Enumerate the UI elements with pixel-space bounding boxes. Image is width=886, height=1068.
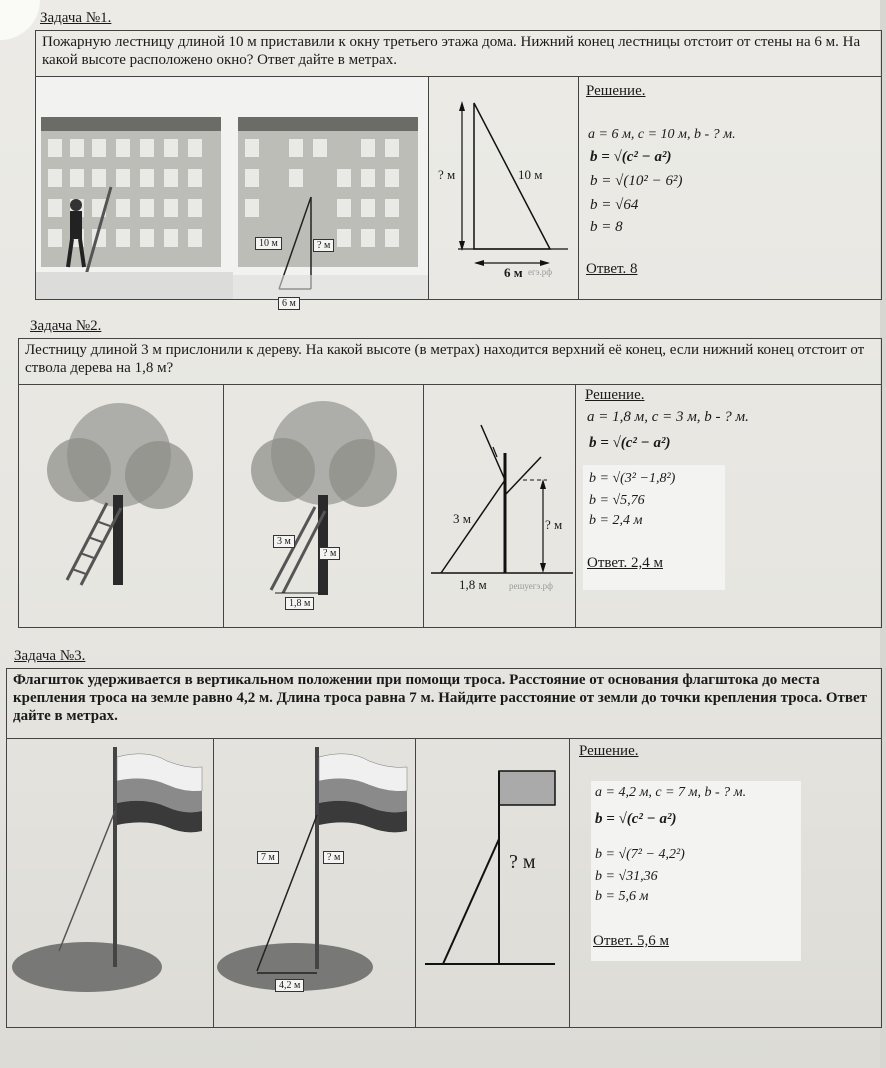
task1-solution-heading: Решение. [586, 83, 646, 99]
task3-cable-label: 7 м [257, 851, 279, 864]
task1-step2: b = √(10² − 6²) [590, 173, 683, 189]
task1-ladder-label: 10 м [255, 237, 282, 250]
task3-question: Флагшток удерживается в вертикальном положении при помощи троса. Расстояние от основания флагштока до места крепления троса на земле равно 4,2 м. Длина троса равна 7 м. Найдите расстояние от земли до точки крепления троса. Ответ дайте в метрах. [7, 669, 881, 739]
task2-ladder-label: 3 м [273, 535, 295, 548]
task2-step3: b = √5,76 [589, 493, 645, 508]
task2-title: Задача №2. [30, 318, 102, 334]
task2-diagram-height: ? м [545, 517, 563, 532]
task1-base-label: 6 м [278, 297, 300, 310]
task3-picture-flag [7, 739, 214, 1027]
task3-step3: b = √31,36 [595, 869, 658, 884]
building-labeled-image [233, 77, 428, 299]
tree-labeled-image [223, 385, 423, 627]
task2-base-label: 1,8 м [285, 597, 314, 610]
task1-step4: b = 8 [590, 219, 623, 235]
task1-diagram-hyp: 10 м [518, 167, 543, 182]
task1-solution [578, 77, 881, 299]
task2-step2: b = √(3² −1,8²) [589, 471, 676, 486]
task1-height-label: ? м [313, 239, 334, 252]
task3-box [6, 668, 882, 1028]
task3-step2: b = √(7² − 4,2²) [595, 847, 685, 862]
task3-step4: b = 5,6 м [595, 889, 649, 904]
task1-watermark: егэ.рф [528, 267, 553, 277]
task2-diagram [423, 385, 576, 627]
task2-step1: b = √(c² − a²) [589, 435, 671, 451]
task2-solution [575, 385, 881, 627]
tree-ladder-image [19, 385, 223, 627]
task1-title: Задача №1. [40, 10, 112, 26]
flagpole-image [7, 739, 213, 1027]
task3-height-label: ? м [323, 851, 344, 864]
task1-question: Пожарную лестницу длиной 10 м приставили к окну третьего этажа дома. Нижний конец лестницы отстоит от стены на 6 м. На какой высоте расположено окно? Ответ дайте в метрах. [36, 31, 881, 77]
task1-given: a = 6 м, c = 10 м, b - ? м. [588, 127, 736, 142]
task3-base-label: 4,2 м [275, 979, 304, 992]
task3-title: Задача №3. [14, 648, 86, 664]
task2-question: Лестницу длиной 3 м прислонили к дереву. На какой высоте (в метрах) находится верхний её конец, если нижний конец отстоит от ствола дерева на 1,8 м? [19, 339, 881, 385]
task1-step1: b = √(c² − a²) [590, 149, 672, 165]
task1-diagram-base: 6 м [504, 265, 523, 280]
task1-picture-labeled [233, 77, 429, 309]
task2-picture-labeled [223, 385, 424, 627]
task3-step1: b = √(c² − a²) [595, 811, 677, 827]
building-firefighter-image [36, 77, 233, 299]
task3-triangle-diagram [415, 739, 569, 1027]
task3-given: a = 4,2 м, c = 7 м, b - ? м. [595, 785, 747, 800]
task2-box [18, 338, 882, 628]
task1-step3: b = √64 [590, 197, 639, 213]
page-curl [0, 0, 40, 40]
task2-picture-tree [19, 385, 224, 627]
task3-picture-labeled [213, 739, 416, 1027]
task2-answer: Ответ. 2,4 м [587, 555, 663, 571]
task3-diagram [415, 739, 570, 1027]
task1-picture-building [36, 77, 234, 299]
task2-height-label: ? м [319, 547, 340, 560]
task1-answer: Ответ. 8 [586, 261, 638, 277]
task2-solution-heading: Решение. [585, 387, 645, 403]
task3-solution [569, 739, 881, 1027]
flagpole-labeled-image [213, 739, 415, 1027]
task3-solution-heading: Решение. [579, 743, 639, 759]
task3-diagram-height: ? м [509, 851, 536, 873]
task2-diagram-hyp: 3 м [453, 511, 471, 526]
task2-diagram-base: 1,8 м [459, 577, 487, 592]
task1-triangle-diagram [428, 77, 578, 299]
task1-diagram-height: ? м [438, 167, 456, 182]
task2-given: a = 1,8 м, c = 3 м, b - ? м. [587, 409, 749, 425]
task3-answer: Ответ. 5,6 м [593, 933, 669, 949]
task1-diagram [428, 77, 579, 299]
task1-box [35, 30, 882, 309]
task2-watermark: решуегэ.рф [509, 581, 553, 591]
task2-step4: b = 2,4 м [589, 513, 643, 528]
